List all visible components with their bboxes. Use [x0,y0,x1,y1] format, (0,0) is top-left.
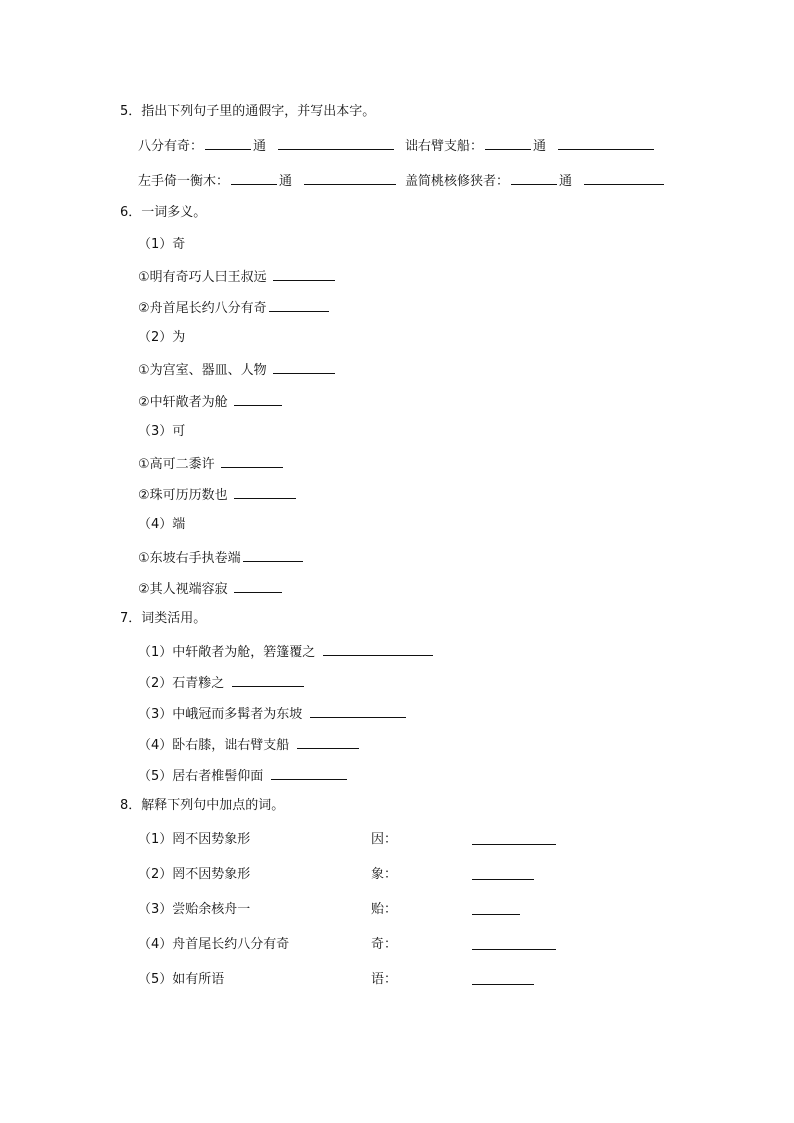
q8-sentence: （3）尝贻余核舟一 [138,902,251,917]
answer-blank[interactable] [271,766,347,780]
answer-blank[interactable] [234,579,282,593]
q5-row2 [138,171,398,191]
q6-item-text: ①东坡右手执卷端 [138,551,241,566]
q6-item [138,298,331,318]
q5-row2-phrase1: 左手倚一衡木： [138,174,230,189]
q7-item [138,766,349,786]
q5-row2-tong2: 通 [559,174,573,189]
answer-blank[interactable] [221,454,283,468]
q6-item-text: ①高可二黍许 [138,457,215,472]
q6-item [138,360,337,380]
q8-word: 象： [371,867,398,882]
q7-item-text: （5）居右者椎髻仰面 [138,769,264,784]
answer-blank[interactable] [310,704,406,718]
answer-blank[interactable] [472,866,534,880]
q8-sentence: （5）如有所语 [138,972,225,987]
q7-item-text: （1）中轩敞者为舱，箬篷覆之 [138,645,316,660]
q5-row1-phrase1: 八分有奇： [138,139,204,154]
q6-item-text: ②其人视端容寂 [138,582,228,597]
q8-word: 贻： [371,902,398,917]
answer-blank[interactable] [558,136,654,150]
q5-row2-phrase2: 盖简桃核修狭者： [405,174,510,189]
answer-blank[interactable] [232,673,304,687]
answer-blank[interactable] [269,298,329,312]
q6-item-text: ②珠可历历数也 [138,488,228,503]
q8-word: 奇： [371,937,398,952]
q8-word: 语： [371,972,398,987]
answer-blank[interactable] [234,485,296,499]
answer-blank[interactable] [297,735,359,749]
answer-blank[interactable] [278,136,394,150]
q6-item-text: ②中轩敞者为舱 [138,395,228,410]
q6-item [138,392,284,412]
q6-item: （1）奇 [138,237,186,252]
q6-item [138,548,305,568]
q6-item [138,267,337,287]
q6-item: （4）端 [138,517,186,532]
answer-blank[interactable] [472,901,520,915]
answer-blank[interactable] [304,171,396,185]
answer-blank[interactable] [472,971,534,985]
q5-row1-tong1: 通 [253,139,267,154]
answer-blank[interactable] [472,831,556,845]
q7-item-text: （2）石青糁之 [138,676,225,691]
q6-item: （3）可 [138,424,186,439]
answer-blank[interactable] [234,392,282,406]
answer-blank[interactable] [485,136,531,150]
q6-item: （2）为 [138,330,186,345]
q6-item [138,579,284,599]
q6-item [138,454,285,474]
q7-item-text: （3）中峨冠而多髯者为东坡 [138,707,303,722]
q7-item-text: （4）卧右膝，诎右臂支船 [138,738,290,753]
q5-row1-phrase2: 诎右臂支船： [405,139,484,154]
q5-row1-tong2: 通 [533,139,547,154]
q6-item [138,485,298,505]
answer-blank[interactable] [273,267,335,281]
q7-item [138,673,306,693]
q7-item [138,642,435,662]
q5-row2-tong1: 通 [279,174,293,189]
answer-blank[interactable] [323,642,433,656]
answer-blank[interactable] [231,171,277,185]
q8-sentence: （1）罔不因势象形 [138,832,251,847]
q8-title: 8．解释下列句中加点的词。 [120,798,285,813]
q5-row1-right [405,136,656,156]
q7-title: 7．词类活用。 [120,611,207,626]
q5-row1 [138,136,396,156]
q7-item [138,704,408,724]
q6-title: 6．一词多义。 [120,205,207,220]
answer-blank[interactable] [205,136,251,150]
q7-item [138,735,361,755]
q5-title: 5．指出下列句子里的通假字，并写出本字。 [120,104,376,119]
q5-row2-right [405,171,666,191]
q8-word: 因： [371,832,398,847]
q6-item-text: ②舟首尾长约八分有奇 [138,301,267,316]
answer-blank[interactable] [511,171,557,185]
q6-item-text: ①明有奇巧人曰王叔远 [138,270,267,285]
answer-blank[interactable] [273,360,335,374]
q8-sentence: （2）罔不因势象形 [138,867,251,882]
answer-blank[interactable] [243,548,303,562]
q8-sentence: （4）舟首尾长约八分有奇 [138,937,290,952]
answer-blank[interactable] [472,936,556,950]
q6-item-text: ①为宫室、器皿、人物 [138,363,267,378]
answer-blank[interactable] [584,171,664,185]
